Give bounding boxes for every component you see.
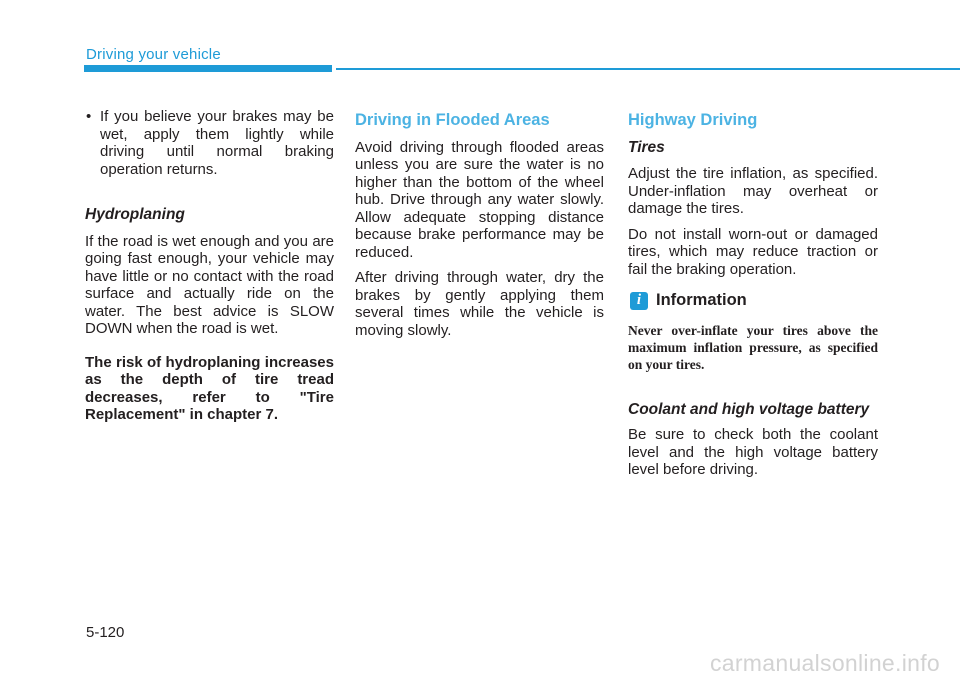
hydroplaning-text: If the road is wet enough and you are going fast enough, your vehicle may have little or no contact with the road surface and actually ride on the water. The best advice is SLOW DOWN when the road is wet. [85, 232, 334, 337]
flooded-areas-text-1: Avoid driving through flooded areas unless you are sure the water is no higher than the bottom of the wheel hub. Drive through any water slowly. Allow adequate stopping distance because brake performance may be reduced. [355, 138, 604, 261]
section-header-title: Driving your vehicle [86, 46, 221, 63]
coolant-text: Be sure to check both the coolant level and the high voltage battery level before driving. [628, 426, 878, 478]
flooded-areas-text-2: After driving through water, dry the brakes by gently applying them several times while the vehicle is moving slowly. [355, 269, 604, 339]
column-right [628, 108, 878, 487]
tires-heading: Tires [628, 138, 665, 156]
column-left [85, 108, 334, 432]
header-rule [336, 68, 960, 70]
tires-text-2: Do not install worn-out or damaged tires, which may reduce traction or fail the braking operation. [628, 225, 878, 278]
header-accent-bar [84, 65, 332, 72]
hydroplaning-heading: Hydroplaning [85, 206, 185, 223]
watermark: carmanualsonline.info [709, 650, 940, 676]
hydroplaning-warning: The risk of hydroplaning increases as the depth of tire tread decreases, refer to "Tire Replacement" in chapter 7. [85, 353, 334, 423]
information-text: Never over-inflate your tires above the maximum inflation pressure, as specified on your tires. [628, 323, 878, 372]
page-number: 5-120 [86, 624, 125, 641]
wet-brakes-bullet: • If you believe your brakes may be wet, apply them lightly while driving until normal braking operation returns. [85, 108, 334, 178]
tires-text-1: Adjust the tire inflation, as specified. Under-inflation may overheat or damage the tires. [628, 165, 878, 217]
coolant-heading: Coolant and high voltage battery [628, 401, 870, 418]
flooded-areas-heading: Driving in Flooded Areas [355, 111, 550, 129]
info-icon: i [630, 292, 648, 310]
information-title: Information [656, 291, 747, 310]
highway-driving-heading: Highway Driving [628, 111, 758, 129]
information-header [628, 292, 878, 310]
column-middle [355, 108, 604, 347]
